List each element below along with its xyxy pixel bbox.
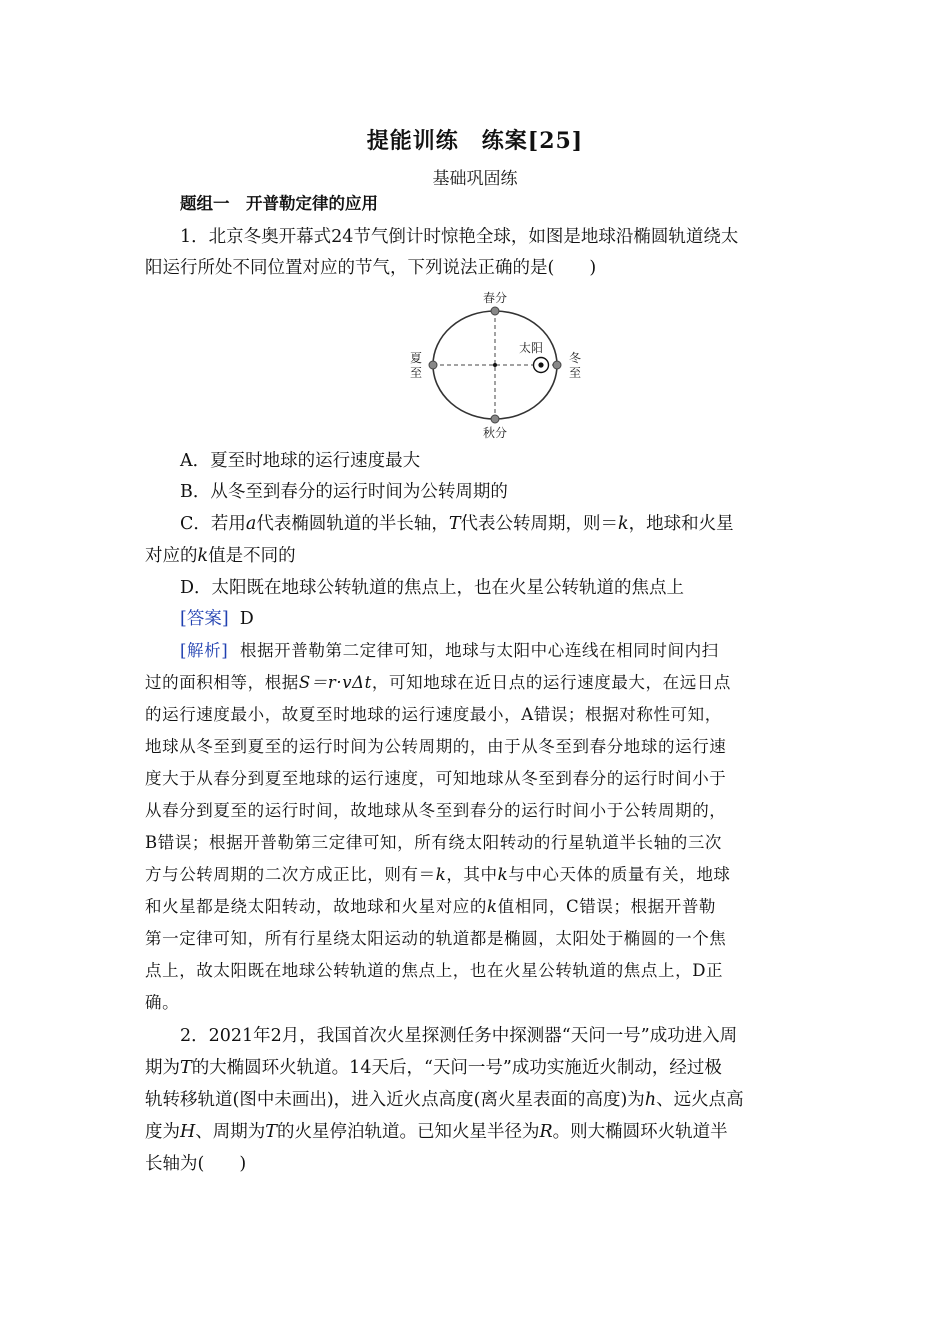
analysis-line-2: 过的面积相等，根据S＝r·vΔt，可知地球在近日点的运行速度最大，在远日点: [145, 673, 732, 692]
q2-line-1: 2．2021年2月，我国首次火星探测任务中探测器“天问一号”成功进入周: [180, 1026, 738, 1046]
analysis-line-6: 从春分到夏至的运行时间，故地球从冬至到春分的运行时间小于公转周期的，: [145, 801, 727, 820]
q2-line-2: 期为T的大椭圆环火轨道。14天后，“天问一号”成功实施近火制动，经过极: [145, 1058, 722, 1078]
center-dot: [493, 363, 497, 367]
label-spring: 春分: [483, 291, 508, 305]
q1-option-d: D．太阳既在地球公转轨道的焦点上，也在火星公转轨道的焦点上: [180, 578, 685, 598]
label-summer-1: 夏: [410, 351, 423, 365]
q1-option-c-line-2: 对应的k值是不同的: [145, 546, 296, 566]
q1-option-c-line-1: C．若用a代表椭圆轨道的半长轴，T代表公转周期，则＝k，地球和火星: [180, 514, 734, 534]
sun-core: [538, 362, 543, 367]
label-sun: 太阳: [519, 341, 544, 355]
analysis-line-7: B错误；根据开普勒第三定律可知，所有绕太阳转动的行星轨道半长轴的三次: [145, 833, 723, 852]
q1-answer: [145, 604, 254, 634]
label-autumn: 秋分: [483, 426, 508, 440]
analysis-line-12: 确。: [145, 993, 180, 1012]
q1-option-a: A．夏至时地球的运行速度最大: [180, 451, 421, 471]
q2-line-4: 度为H、周期为T的火星停泊轨道。已知火星半径为R。则大椭圆环火轨道半: [145, 1122, 728, 1142]
q2-line-3: 轨转移轨道(图中未画出)，进入近火点高度(离火星表面的高度)为h、远火点高: [145, 1090, 744, 1110]
label-summer-2: 至: [410, 366, 423, 380]
answer-tag: [答案]: [180, 609, 229, 629]
analysis-line-8: 方与公转周期的二次方成正比，则有＝k，其中k与中心天体的质量有关，地球: [145, 865, 731, 884]
q1-stem-line-2: 阳运行所处不同位置对应的节气，下列说法正确的是( ): [145, 258, 597, 278]
earth-summer-marker: [429, 361, 437, 369]
analysis-line-3: 的运行速度最小，故夏至时地球的运行速度最小，A错误；根据对称性可知，: [145, 705, 722, 724]
label-winter-1: 冬: [569, 351, 582, 365]
analysis-line-1: [解析] 根据开普勒第二定律可知，地球与太阳中心连线在相同时间内扫: [180, 641, 719, 660]
label-winter-2: 至: [569, 366, 582, 380]
earth-winter-marker: [553, 361, 561, 369]
analysis-tag: [解析]: [180, 641, 229, 660]
analysis-line-11: 点上，故太阳既在地球公转轨道的焦点上，也在火星公转轨道的焦点上，D正: [145, 961, 724, 980]
section-subtitle: 基础巩固练: [432, 169, 518, 189]
answer-value: D: [239, 609, 254, 629]
analysis-line-5: 度大于从春分到夏至地球的运行速度，可知地球从冬至到春分的运行时间小于: [145, 769, 727, 788]
orbit-diagram: [407, 290, 587, 440]
group-heading: 题组一 开普勒定律的应用: [180, 194, 378, 213]
q1-stem-line-1: 1．北京冬奥开幕式24节气倒计时惊艳全球，如图是地球沿椭圆轨道绕太: [180, 227, 739, 247]
analysis-line-4: 地球从冬至到夏至的运行时间为公转周期的，由于从冬至到春分地球的运行速: [145, 737, 727, 756]
earth-autumn-marker: [491, 415, 499, 423]
q1-option-b: B．从冬至到春分的运行时间为公转周期的: [180, 482, 508, 502]
earth-spring-marker: [491, 307, 499, 315]
analysis-line-9: 和火星都是绕太阳转动，故地球和火星对应的k值相同，C错误；根据开普勒: [145, 897, 717, 916]
q2-line-5: 长轴为( ): [145, 1154, 247, 1174]
page-title: 提能训练 练案[25]: [366, 128, 584, 154]
analysis-line-10: 第一定律可知，所有行星绕太阳运动的轨道都是椭圆，太阳处于椭圆的一个焦: [145, 929, 727, 948]
